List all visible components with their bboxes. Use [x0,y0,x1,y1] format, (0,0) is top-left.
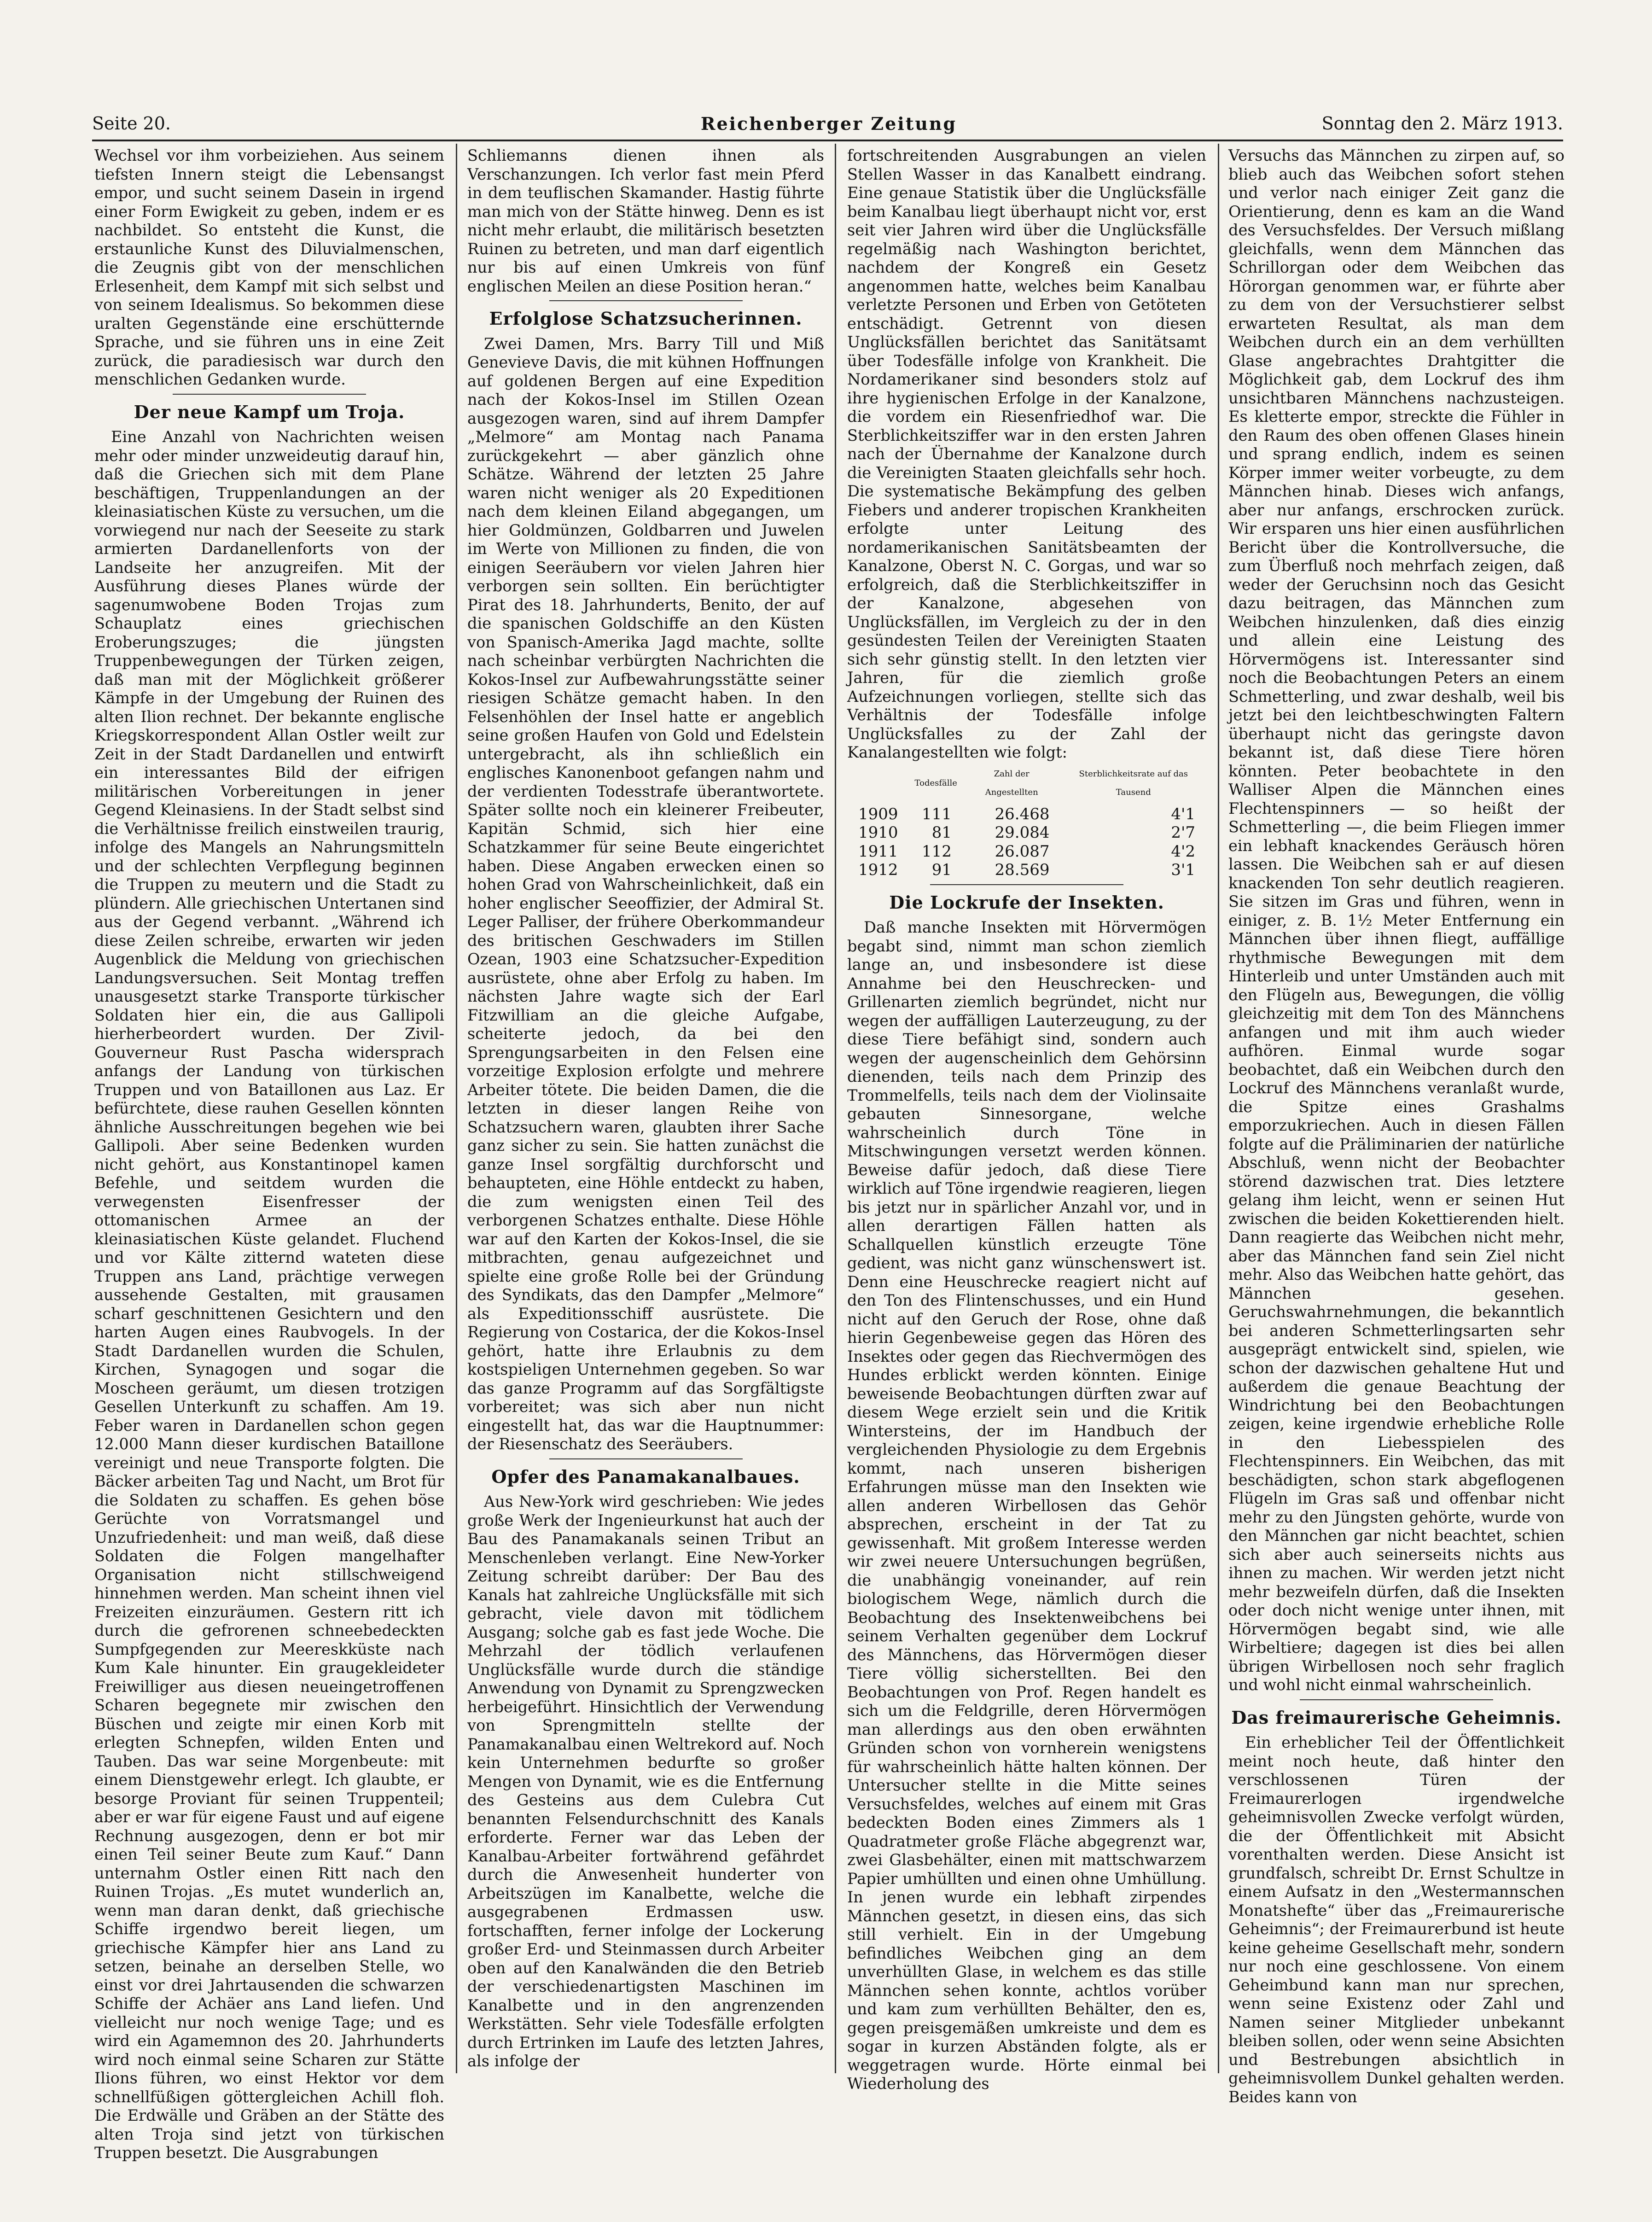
article-title-insekten: Die Lockrufe der Insekten. [889,892,1164,913]
article-separator [930,884,1123,885]
column-2 [467,146,824,2071]
article-title-schatzsucherinnen: Erfolglose Schatzsucherinnen. [489,308,803,329]
article-separator [1300,1699,1493,1700]
column-divider [456,144,457,2073]
table-header [847,765,909,805]
table-row: 1912 91 28.569 3'1 [858,861,1195,879]
page-header [92,113,1563,136]
article-title-panamakanal: Opfer des Panamakanalbaues. [491,1466,800,1487]
article-text: Ein erheblicher Teil der Öffentlichkeit meint noch heute, daß hinter den verschlossenen Türen der Freimaurerlogen irgendwelche geheimnisvollen Zwecke verfolgt würden, die der Öffentlichkeit mit Absicht vorenthalten werden. Diese Ansicht ist grundfalsch, schreibt Dr. Ernst Schultze in einem Aufsatz in den „Westermannschen Monatshefte“ über das „Freimaurerische Geheimnis“; der Freimaurerbund ist heute keine geheime Gesellschaft mehr, sondern nur noch eine geschlossene. Von einem Geheimbund kann man nur sprechen, wenn seine Existenz oder Zahl und Namen seiner Mitglieder unbekannt bleiben sollen, oder wenn seine Absichten und Bestrebungen absichtlich in geheimnisvollem Dunkel gehalten werden. Beides kann von [1228,1733,1565,2106]
article-text: Wechsel vor ihm vorbeiziehen. Aus seinem tiefsten Innern steigt die Lebensangst empor, und sucht seinem Dasein in irgend einer Form Ewigkeit zu geben, indem er es nachbildet. So entsteht die Kunst, die erstaunliche Kunst des Diluvialmenschen, die Zeugnis gibt von der menschlichen Erlesenheit, dem Kampf mit sich selbst und von seinem Idealismus. So bekommen diese uralten Gegenstände eine erschütternde Sprache, und sie führen uns in eine Zeit zurück, die paradiesisch war durch den menschlichen Gedanken wurde. [94,146,444,388]
table-header: Zahl der Angestellten [985,769,1038,797]
article-text: Eine Anzahl von Nachrichten weisen mehr oder minder unzweideutig darauf hin, daß die Griechen sich mit dem Plane beschäftigen, Truppenlandungen an der kleinasiatischen Küste zu versuchen, um die vorwiegend nur nach der Seeseite zu stark armierten Dardanellenforts von der Landseite her anzugreifen. Mit der Ausführung dieses Planes würde der sagenumwobene Boden Trojas zum Schauplatz eines griechischen Eroberungszuges; die jüngsten Truppenbewegungen der Türken zeigen, daß man mit der Möglichkeit größerer Kämpfe in der Umgebung der Ruinen des alten Ilion rechnet. Der bekannte englische Kriegskorrespondent Allan Ostler weilt zur Zeit in der Stadt Dardanellen und entwirft ein interessantes Bild der eifrigen militärischen Vorbereitungen in jener Gegend Kleinasiens. In der Stadt selbst sind die Verhältnisse freilich einstweilen traurig, infolge des Mangels an Nahrungsmitteln und der schlechten Verpflegung beginnen die Truppen zu meutern und die Stadt zu plündern. Alle griechischen Untertanen sind aus der Gegend verbannt. „Während ich diese Zeilen schreibe, erwarten wir jeden Augenblick die Meldung von griechischen Landungsversuchen. Seit Montag treffen unausgesetzt starke Transporte türkischer Soldaten hier ein, die aus Gallipoli hierherbeordert wurden. Der Zivil-Gouverneur Rust Pascha widersprach anfangs der Landung von türkischen Truppen und von Bataillonen aus Laz. Er befürchtete, diese rauhen Gesellen könnten ähnliche Ausschreitungen begehen wie bei Gallipoli. Aber seine Bedenken wurden nicht gehört, aus Konstantinopel kamen Befehle, und seitdem wurden die verwegensten Eisenfresser der ottomanischen Armee an der kleinasiatischen Küste gelandet. Fluchend und vor Kälte zitternd wateten diese Truppen ans Land, prächtige verwegen aussehende Gestalten, mit grausamen scharf geschnittenen Gesichtern und den harten Augen eines Raubvogels. In der Stadt Dardanellen wurden die Schulen, Kirchen, Synagogen und sogar die Moscheen geräumt, um diesen trotzigen Gesellen Unterkunft zu schaffen. Am 19. Feber waren in Dardanellen schon gegen 12.000 Mann dieser kurdischen Bataillone vereinigt und neue Transporte folgten. Die Bäcker arbeiten Tag und Nacht, um Brot für die Soldaten zu schaffen. Es gehen böse Gerüchte von Vorratsmangel und Unzufriedenheit: und man weiß, daß diese Soldaten die Folgen mangelhafter Organisation nicht stillschweigend hinnehmen werden. Man scheint ihnen viel Freizeiten einzuräumen. Gestern ritt ich durch die gefrorenen schneebedeckten Sumpfgegenden zur Meereskküste nach Kum Kale hinunter. Ein graugekleideter Freiwilliger aus diesen neueingetroffenen Scharen begegnete mir zwischen den Büschen und zeigte mir einen Korb mit erlegten Schnepfen, wilden Enten und Tauben. Das war seine Morgenbeute: mit einem Dienstgewehr erlegt. Ich glaubte, er besorge Proviant für seinen Truppenteil; aber er war für eigene Faust und auf eigene Rechnung ausgezogen, denn er bot mir einen Teil seiner Beute zum Kauf.“ Dann unternahm Ostler einen Ritt nach den Ruinen Trojas. „Es mutet wunderlich an, wenn man daran denkt, daß griechische Schiffe irgendwo bereit liegen, um griechische Kämpfer hier ans Land zu setzen, beinahe an derselben Stelle, wo einst vor drei Jahrtausenden die schwarzen Schiffe der Achäer ans Land liefen. Und vielleicht nur noch wenige Tage; und es wird ein Agamemnon des 20. Jahrhunderts wird noch einmal seine Scharen zur Stätte Ilions führen, wo einst Hektor vor dem schnellfüßigen göttergleichen Achill floh. Die Erdwälle und Gräben an der Stätte des alten Troja sind jetzt von türkischen Truppen besetzt. Die Ausgrabungen [94,428,444,2162]
issue-date: Sonntag den 2. März 1913. [1321,113,1563,134]
table-row: 1909 111 26.468 4'1 [858,805,1195,823]
accident-statistics-table [847,765,1206,880]
column-3 [847,146,1206,2093]
article-separator [549,1458,743,1459]
column-1 [94,146,444,2162]
newspaper-masthead: Reichenberger Zeitung [700,113,957,134]
header-rule [92,140,1563,141]
article-text: fortschreitenden Ausgrabungen an vielen Stellen Wasser in das Kanalbett eindrang. Eine genaue Statistik über die Unglücksfälle beim Kanalbau liegt überhaupt nicht vor, erst seit vier Jahren wird über die Unglücksfälle regelmäßig nach Washington berichtet, nachdem der Kongreß ein Gesetz angenommen hatte, welches beim Kanalbau verletzte Personen und Erben von Getöteten entschädigt. Getrennt von diesen Unglücksfällen berichtet das Sanitätsamt über Todesfälle infolge von Krankheit. Die Nordamerikaner sind besonders stolz auf ihre hygienischen Erfolge in der Kanalzone, die vordem ein Riesenfriedhof war. Die Sterblichkeitsziffer war in den ersten Jahren nach der Übernahme der Kanalzone durch die Vereinigten Staaten gleichfalls sehr hoch. Die systematische Bekämpfung des gelben Fiebers und anderer tropischen Krankheiten erfolgte unter Leitung des nordamerikanischen Sanitätsbeamten der Kanalzone, Oberst N. C. Gorgas, und war so erfolgreich, daß die Sterblichkeitsziffer in der Kanalzone, abgesehen von Unglücksfällen, im Vergleich zu der in den gesündesten Teilen der Vereinigten Staaten sich sehr günstig stellt. In den letzten vier Jahren, für die ziemlich große Aufzeichnungen vorliegen, stellte sich das Verhältnis der Todesfälle infolge Unglücksfalles zu der Zahl der Kanalangestellten wie folgt: [847,146,1206,761]
article-title-freimaurer: Das freimaurerische Geheimnis. [1231,1707,1562,1728]
column-divider [835,144,836,2073]
table-header: Todesfälle [914,778,957,788]
article-separator [173,394,366,395]
article-text: Versuchs das Männchen zu zirpen auf, so blieb auch das Weibchen sofort stehen und verlor nach einiger Zeit ganz die Orientierung, denn es kam an die Wand des Versuchsfeldes. Der Versuch mißlang gleichfalls, wenn dem Männchen das Schrillorgan oder dem Weibchen das Hörorgan genommen war, er führte aber zu dem von der Versuchstierer selbst erwarteten Resultat, als man dem Weibchen durch ein an dem verhüllten Glase angebrachtes Drahtgitter die Möglichkeit gab, dem Lockruf des ihm unsichtbaren Männchens nachzusteigen. Es kletterte empor, streckte die Fühler in den Raum des oben offenen Glases hinein und sprang endlich, indem es seinen Körper immer weiter vorbeugte, zu dem Männchen hinab. Dieses wich anfangs, aber nur anfangs, erschrocken zurück. Wir ersparen uns hier einen ausführlichen Bericht über die Kontrollversuche, die zum Überfluß noch mehrfach zeigen, daß weder der Geruchsinn noch das Gesicht dazu beitragen, das Männchen zum Weibchen hinzulenken, daß dies einzig und allein eine Leistung des Hörvermögens ist. Interessanter sind noch die Beobachtungen Peters an einem Schmetterling, und zwar deshalb, weil bis jetzt bei den leichtbeschwingten Faltern überhaupt nicht das geringste davon bekannt ist, daß diese Tiere hören könnten. Peter beobachtete in den Walliser Alpen die Männchen eines Flechtenspinners — so heißt der Schmetterling —, die beim Fliegen immer ein lebhaft knackendes Geräusch hören lassen. Die Weibchen sah er auf diesen knackenden Ton sehr deutlich reagieren. Sie sitzen im Gras und führen, wenn in einiger, z. B. 1½ Meter Entfernung ein Männchen über ihnen fliegt, auffällige rhythmische Bewegungen mit dem Hinterleib und unter Umständen auch mit den Flügeln aus, Bewegungen, die völlig gleichzeitig mit dem Ton des Männchens anfangen und mit ihm auch wieder aufhören. Einmal wurde sogar beobachtet, daß ein Weibchen durch den Lockruf des Männchens veranlaßt wurde, die Spitze eines Grashalms emporzukriechen. Auch in diesen Fällen folgte auf die Präliminarien der natürliche Abschluß, wenn nicht der Beobachter störend dazwischen trat. Dies letztere gelang ihm leicht, wenn er seinen Hut zwischen die beiden Kokettierenden hielt. Dann reagierte das Weibchen nicht mehr, aber das Männchen fand sein Ziel nicht mehr. Also das Weibchen hatte gehört, das Männchen gesehen. Geruchswahrnehmungen, die bekanntlich bei anderen Schmetterlingsarten sehr ausgeprägt entwickelt sind, spielen, wie schon der dazwischen gehaltene Hut und außerdem die genaue Beachtung der Windrichtung bei den Beobachtungen zeigen, keine irgendwie erhebliche Rolle in den Liebesspielen des Flechtenspinners. Ein Weibchen, das mit beschädigten, schon stark abgeflogenen Flügeln im Gras saß und offenbar nicht mehr zu den Jüngsten gehörte, wurde von den Männchen gar nicht beachtet, schien sich aber auch seinerseits nichts aus ihnen zu machen. Wir werden jetzt nicht mehr bezweifeln dürfen, daß die Insekten oder doch nicht wenige unter ihnen, mit Hörvermögen begabt sind, wie alle Wirbeltiere; dagegen ist dies bei allen übrigen Wirbellosen noch sehr fraglich und wohl nicht einmal wahrscheinlich. [1228,146,1565,1694]
article-text: Aus New-York wird geschrieben: Wie jedes große Werk der Ingenieurkunst hat auch der Bau des Panamakanals seinen Tribut an Menschenleben verlangt. Eine New-Yorker Zeitung schreibt darüber: Der Bau des Kanals hat zahlreiche Unglücksfälle mit sich gebracht, viele davon mit tödlichem Ausgang; solche gab es fast jede Woche. Die Mehrzahl der tödlich verlaufenen Unglücksfälle wurde durch die ständige Anwendung von Dynamit zu Sprengzwecken herbeigeführt. Hinsichtlich der Verwendung von Sprengmitteln stellte der Panamakanalbau einen Weltrekord auf. Noch kein Unternehmen bedurfte so großer Mengen von Dynamit, wie es die Entfernung des Gesteins aus dem Culebra Cut benannten Felsendurchschnitt des Kanals erforderte. Ferner war das Leben der Kanalbau-Arbeiter fortwährend gefährdet durch die Anwesenheit hunderter von Arbeitszügen im Kanalbette, welche die ausgegrabenen Erdmassen usw. fortschafften, ferner infolge der Lockerung großer Erd- und Steinmassen durch Arbeiter oben auf den Kanalwänden die den Betrieb der verschiedenartigsten Maschinen im Kanalbette und in den angrenzenden Werkstätten. Sehr viele Todesfälle erfolgten durch Ertrinken im Laufe des letzten Jahres, als infolge der [467,1493,824,2070]
table-row: 1911 112 26.087 4'2 [858,842,1195,861]
page-number: Seite 20. [92,113,171,134]
article-separator [549,300,743,301]
table-header: Sterblichkeitsrate auf das Tausend [1079,769,1188,797]
article-text: Zwei Damen, Mrs. Barry Till und Miß Genevieve Davis, die mit kühnen Hoffnungen auf goldenen Bergen auf eine Expedition nach der Kokos-Insel im Stillen Ozean ausgezogen waren, sind auf ihrem Dampfer „Melmore“ am Montag nach Panama zurückgekehrt — aber gänzlich ohne Schätze. Während der letzten 25 Jahre waren nicht weniger als 20 Expeditionen nach dem kleinen Eiland abgegangen, um hier Goldmünzen, Goldbarren und Juwelen im Werte von Millionen zu finden, die von einigen Seeräubern vor vielen Jahren hier verborgen sein sollten. Ein berüchtigter Pirat des 18. Jahrhunderts, Benito, der auf die spanischen Goldschiffe an den Küsten von Spanisch-Amerika Jagd machte, sollte nach scheinbar verbürgten Nachrichten die Kokos-Insel zur Aufbewahrungsstätte seiner riesigen Schätze gemacht haben. In den Felsenhöhlen der Insel hatte er angeblich seine großen Haufen von Gold und Edelstein untergebracht, als ihn schließlich ein englisches Kanonenboot gefangen nahm und der verdienten Todesstrafe überantwortete. Später sollte noch ein kleinerer Freibeuter, Kapitän Schmid, sich hier eine Schatzkammer für seine Beute eingerichtet haben. Diese Angaben erwecken einen so hohen Grad von Wahrscheinlichkeit, daß ein hoher englischer Seeoffizier, der Admiral St. Leger Palliser, der frühere Oberkommandeur des britischen Geschwaders im Stillen Ozean, 1903 eine Schatzsucher-Expedition ausrüstete, ohne aber Erfolg zu haben. Im nächsten Jahre wagte sich der Earl Fitzwilliam an die gleiche Aufgabe, scheiterte jedoch, da bei den Sprengungsarbeiten in den Felsen eine vorzeitige Explosion erfolgte und mehrere Arbeiter tötete. Die beiden Damen, die die letzten in dieser langen Reihe von Schatzsuchern waren, glaubten ihrer Sache ganz sicher zu sein. Sie hatten zunächst die ganze Insel sorgfältig durchforscht und behaupteten, eine Höhle entdeckt zu haben, die zum wenigsten einen Teil des verborgenen Schatzes enthalte. Diese Höhle war auf den Karten der Kokos-Insel, die sie mitbrachten, genau aufgezeichnet und spielte eine große Rolle bei der Gründung des Syndikats, das den Dampfer „Melmore“ als Expeditionsschiff ausrüstete. Die Regierung von Costarica, der die Kokos-Insel gehört, hatte ihre Erlaubnis zu dem kostspieligen Unternehmen gegeben. So war das ganze Programm auf das Sorgfältigste vorbereitet; was sich aber nun nicht eingestellt hat, das war die Hauptnummer: der Riesenschatz des Seeräubers. [467,334,824,1453]
column-divider [1218,144,1219,2073]
column-4 [1228,146,1565,2106]
article-title-troja: Der neue Kampf um Troja. [134,401,405,422]
table-row: 1910 81 29.084 2'7 [858,823,1195,842]
article-text: Schliemanns dienen ihnen als Verschanzungen. Ich verlor fast mein Pferd in dem teuflischen Skamander. Hastig führte man mich von der Stätte hinweg. Denn es ist nicht mehr erlaubt, die militärisch besetzten Ruinen zu betreten, und man darf eigentlich nur bis auf einen Umkreis von fünf englischen Meilen an diese Position heran.“ [467,146,824,295]
article-text: Daß manche Insekten mit Hörvermögen begabt sind, nimmt man schon ziemlich lange an, und insbesondere ist diese Annahme bei den Heuschrecken- und Grillenarten ziemlich begründet, nicht nur wegen der auffälligen Lauterzeugung, zu der diese Tiere befähigt sind, sondern auch wegen der augenscheinlich dem Gehörsinn dienenden, teils nach dem Prinzip des Trommelfells, teils nach dem der Violinsaite gebauten Sinnesorgane, welche wahrscheinlich durch Töne in Mitschwingungen versetzt werden können. Beweise dafür jedoch, daß diese Tiere wirklich auf Töne irgendwie reagieren, liegen bis jetzt nur in spärlicher Anzahl vor, und in allen derartigen Fällen hatten als Schallquellen künstlich erzeugte Töne gedient, was nicht ganz wünschenswert ist. Denn eine Heuschrecke reagiert nicht auf den Ton des Flintenschusses, und ein Hund nicht auf den Geruch der Rose, ohne daß hierin Gegenbeweise gegen das Hören des Insektes oder gegen das Riechvermögen des Hundes erblickt werden könnten. Einige beweisende Beobachtungen dürften zwar auf diesem Wege erzielt sein und die Kritik Wintersteins, der im Handbuch der vergleichenden Physiologie zu dem Ergebnis kommt, nach unseren bisherigen Erfahrungen müsse man den Insekten wie allen anderen Wirbellosen das Gehör absprechen, erscheint in der Tat zu gewissenhaft. Mit großem Interesse werden wir zwei neuere Untersuchungen begrüßen, die unabhängig voneinander, auf rein biologischem Wege, nämlich durch die Beobachtung des Insektenweibchens bei seinem Verhalten gegenüber dem Lockruf des Männchens, das Hörvermögen dieser Tiere völlig sicherstellten. Bei den Beobachtungen von Prof. Regen handelt es sich um die Feldgrille, deren Hörvermögen man allerdings aus den oben erwähnten Gründen schon von vornherein wenigstens für wahrscheinlich hätte halten können. Der Untersucher stellte in die Mitte seines Versuchsfeldes, welches auf einem mit Gras bedeckten Boden eines Zimmers als 1 Quadratmeter große Fläche abgegrenzt war, zwei Glasbehälter, einen mit mattschwarzem Papier umhüllten und einen ohne Umhüllung. In jenen wurde ein lebhaft zirpendes Männchen gesetzt, in diesen eins, das sich still verhielt. Ein in der Umgebung befindliches Weibchen ging an dem unverhüllten Glase, in welchem es das stille Männchen sehen konnte, achtlos vorüber und kam zum verhüllten Behälter, den es, gegen preisgemäßen umkreiste und dem es sogar in kurzen Abständen folgte, als er weggetragen wurde. Hörte einmal bei Wiederholung des [847,918,1206,2093]
